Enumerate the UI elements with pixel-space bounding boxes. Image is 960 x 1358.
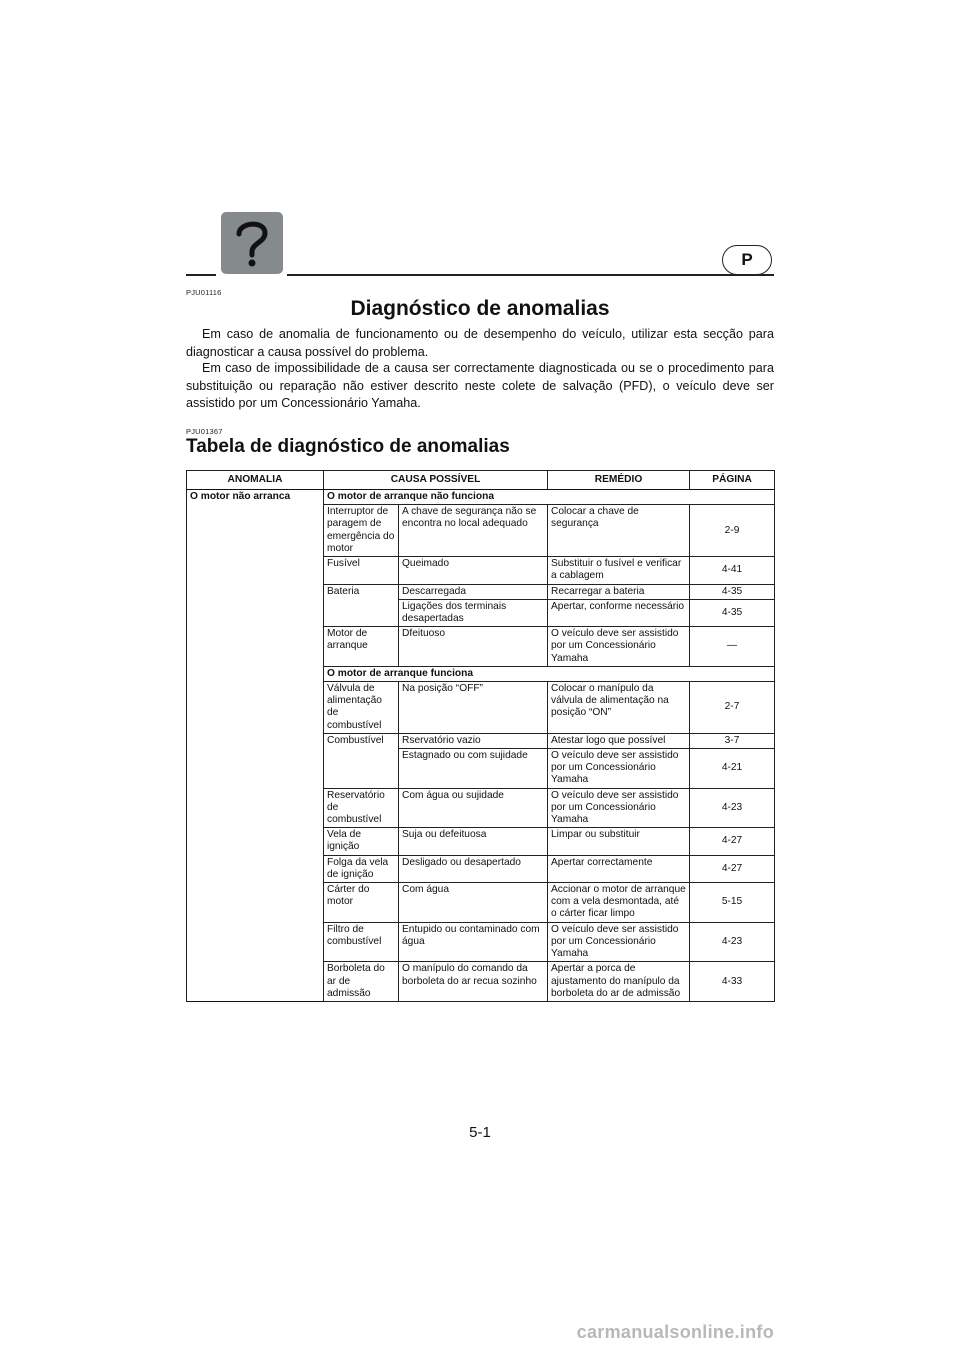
condition-cell: Estagnado ou com sujidade: [399, 749, 548, 789]
group-label: O motor de arranque não funciona: [324, 490, 775, 505]
page-number: 5-1: [469, 1124, 491, 1141]
remedy-cell: Apertar correctamente: [548, 855, 690, 882]
intro-paragraph-2: Em caso de impossibilidade de a causa ser correctamente diagnosticada ou se o procedimento para substituição ou reparação não estiver descrito neste colete de salvação (PFD), o veículo deve ser assistido por um Concessionário Yamaha.: [186, 361, 774, 410]
condition-cell: Dfeituoso: [399, 627, 548, 667]
cause-cell: Válvula de alimentação de combustível: [324, 682, 399, 734]
language-badge: P: [722, 245, 772, 275]
remedy-cell: Recarregar a bateria: [548, 584, 690, 599]
watermark: carmanualsonline.info: [576, 1322, 774, 1342]
header-causa: CAUSA POSSÍVEL: [324, 471, 548, 490]
subsection-code: PJU01367: [186, 427, 223, 436]
remedy-cell: Colocar a chave de segurança: [548, 505, 690, 557]
remedy-cell: Apertar, conforme necessário: [548, 599, 690, 626]
condition-cell: Queimado: [399, 557, 548, 584]
page-title: Diagnóstico de anomalias: [350, 297, 610, 320]
header-rule-left: [186, 274, 216, 276]
subsection-title: Tabela de diagnóstico de anomalias: [186, 436, 510, 457]
cause-cell: Folga da vela de ignição: [324, 855, 399, 882]
condition-cell: Ligações dos terminais desapertadas: [399, 599, 548, 626]
condition-cell: O manípulo do comando da borboleta do ar recua sozinho: [399, 962, 548, 1002]
remedy-cell: O veículo deve ser assistido por um Concessionário Yamaha: [548, 749, 690, 789]
page-cell: —: [690, 627, 775, 667]
page-cell: 4-35: [690, 599, 775, 626]
header-remedio: REMÉDIO: [548, 471, 690, 490]
condition-cell: Entupido ou contaminado com água: [399, 922, 548, 962]
remedy-cell: Colocar o manípulo da válvula de alimentação na posição “ON”: [548, 682, 690, 734]
section-code: PJU01116: [186, 288, 222, 297]
question-mark-icon: [221, 212, 283, 274]
remedy-cell: O veículo deve ser assistido por um Concessionário Yamaha: [548, 922, 690, 962]
cause-cell: Borboleta do ar de admissão: [324, 962, 399, 1002]
condition-cell: Desligado ou desapertado: [399, 855, 548, 882]
condition-cell: Com água: [399, 883, 548, 923]
cause-cell: Fusível: [324, 557, 399, 584]
cause-cell: Bateria: [324, 584, 399, 627]
page-cell: 4-27: [690, 855, 775, 882]
remedy-cell: O veículo deve ser assistido por um Concessionário Yamaha: [548, 788, 690, 828]
page-cell: 4-41: [690, 557, 775, 584]
cause-cell: Combustível: [324, 733, 399, 788]
page-cell: 5-15: [690, 883, 775, 923]
cause-cell: Filtro de combustível: [324, 922, 399, 962]
intro-paragraph-1: Em caso de anomalia de funcionamento ou de desempenho do veículo, utilizar esta secção para diagnosticar a causa possível do problema.: [186, 327, 774, 359]
page-cell: 4-35: [690, 584, 775, 599]
remedy-cell: Limpar ou substituir: [548, 828, 690, 855]
header-rule-right: [287, 274, 774, 276]
cause-cell: Vela de ignição: [324, 828, 399, 855]
group-row: [187, 490, 775, 505]
cause-cell: Reservatório de combustível: [324, 788, 399, 828]
remedy-cell: Accionar o motor de arranque com a vela desmontada, até o cárter ficar limpo: [548, 883, 690, 923]
condition-cell: Rservatório vazio: [399, 733, 548, 748]
cause-cell: Interruptor de paragem de emergência do motor: [324, 505, 399, 557]
page-cell: 2-7: [690, 682, 775, 734]
remedy-cell: O veículo deve ser assistido por um Concessionário Yamaha: [548, 627, 690, 667]
anomaly-cell: O motor não arranca: [187, 490, 324, 1002]
cause-cell: Cárter do motor: [324, 883, 399, 923]
page-cell: 4-27: [690, 828, 775, 855]
group-label: O motor de arranque funciona: [324, 666, 775, 681]
header-anomalia: ANOMALIA: [187, 471, 324, 490]
remedy-cell: Substituir o fusível e verificar a cablagem: [548, 557, 690, 584]
condition-cell: Com água ou sujidade: [399, 788, 548, 828]
condition-cell: Descarregada: [399, 584, 548, 599]
header-pagina: PÁGINA: [690, 471, 775, 490]
page-cell: 4-21: [690, 749, 775, 789]
page-cell: 2-9: [690, 505, 775, 557]
table-header-row: [187, 471, 775, 490]
cause-cell: Motor de arranque: [324, 627, 399, 667]
condition-cell: A chave de segurança não se encontra no local adequado: [399, 505, 548, 557]
page-cell: 4-23: [690, 788, 775, 828]
remedy-cell: Apertar a porca de ajustamento do manípulo da borboleta do ar de admissão: [548, 962, 690, 1002]
diagnostic-table: [186, 470, 775, 1002]
page-cell: 4-33: [690, 962, 775, 1002]
page-cell: 3-7: [690, 733, 775, 748]
condition-cell: Suja ou defeituosa: [399, 828, 548, 855]
remedy-cell: Atestar logo que possível: [548, 733, 690, 748]
page-cell: 4-23: [690, 922, 775, 962]
condition-cell: Na posição “OFF”: [399, 682, 548, 734]
